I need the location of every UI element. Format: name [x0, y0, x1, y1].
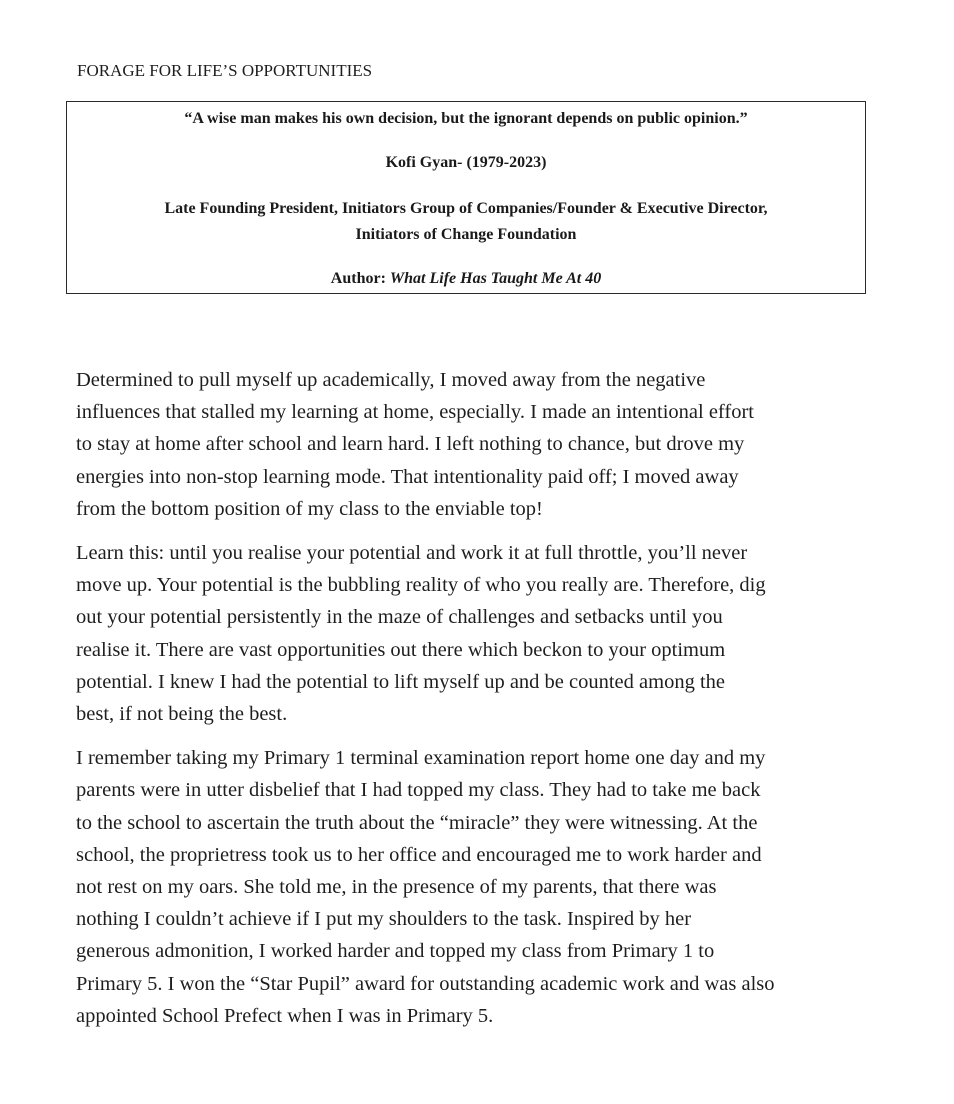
paragraph-line: best, if not being the best.	[76, 703, 288, 726]
paragraph-2	[76, 537, 876, 730]
epigraph-quote: “A wise man makes his own decision, but the ignorant depends on public opinion.”	[184, 110, 748, 127]
paragraph-1	[76, 364, 876, 525]
paragraph-3	[76, 742, 876, 1032]
running-header: FORAGE FOR LIFE’S OPPORTUNITIES	[77, 61, 373, 80]
paragraph-line: I remember taking my Primary 1 terminal examination report home one day and my	[76, 747, 766, 770]
paragraph-line: to stay at home after school and learn hard. I left nothing to chance, but drove my	[76, 433, 745, 456]
epigraph-attribution-role-line1: Late Founding President, Initiators Group of Companies/Founder & Executive Director,	[164, 200, 768, 217]
paragraph-line: parents were in utter disbelief that I had topped my class. They had to take me back	[76, 779, 761, 802]
paragraph-line: influences that stalled my learning at home, especially. I made an intentional effort	[76, 401, 754, 424]
paragraph-line: school, the proprietress took us to her office and encouraged me to work harder and	[76, 843, 762, 866]
paragraph-line: Primary 5. I won the “Star Pupil” award for outstanding academic work and was also	[76, 972, 775, 995]
epigraph-box	[66, 101, 866, 294]
paragraph-line: nothing I couldn’t achieve if I put my shoulders to the task. Inspired by her	[76, 908, 692, 931]
paragraph-line: not rest on my oars. She told me, in the presence of my parents, that there was	[76, 876, 717, 899]
paragraph-line: move up. Your potential is the bubbling reality of who you really are. Therefore, dig	[76, 574, 766, 597]
epigraph-attribution-name: Kofi Gyan- (1979-2023)	[385, 154, 547, 171]
epigraph-author-line	[67, 266, 865, 292]
paragraph-line: potential. I knew I had the potential to lift myself up and be counted among the	[76, 670, 725, 693]
paragraph-line: appointed School Prefect when I was in Primary 5.	[76, 1004, 494, 1027]
paragraph-line: Learn this: until you realise your potential and work it at full throttle, you’ll never	[76, 542, 748, 565]
paragraph-line: energies into non-stop learning mode. That intentionality paid off; I moved away	[76, 465, 739, 488]
epigraph-attribution-role-line2: Initiators of Change Foundation	[355, 226, 577, 243]
paragraph-line: to the school to ascertain the truth about the “miracle” they were witnessing. At the	[76, 811, 758, 834]
paragraph-line: Determined to pull myself up academically, I moved away from the negative	[76, 369, 706, 391]
epigraph-author-book-title: What Life Has Taught Me At 40	[389, 270, 602, 287]
paragraph-line: out your potential persistently in the maze of challenges and setbacks until you	[76, 606, 723, 629]
paragraph-line: from the bottom position of my class to the enviable top!	[76, 497, 543, 520]
epigraph-author-label: Author:	[330, 270, 390, 287]
body-text	[76, 364, 876, 1044]
paragraph-line: generous admonition, I worked harder and topped my class from Primary 1 to	[76, 940, 715, 963]
paragraph-line: realise it. There are vast opportunities out there which beckon to your optimum	[76, 638, 726, 661]
